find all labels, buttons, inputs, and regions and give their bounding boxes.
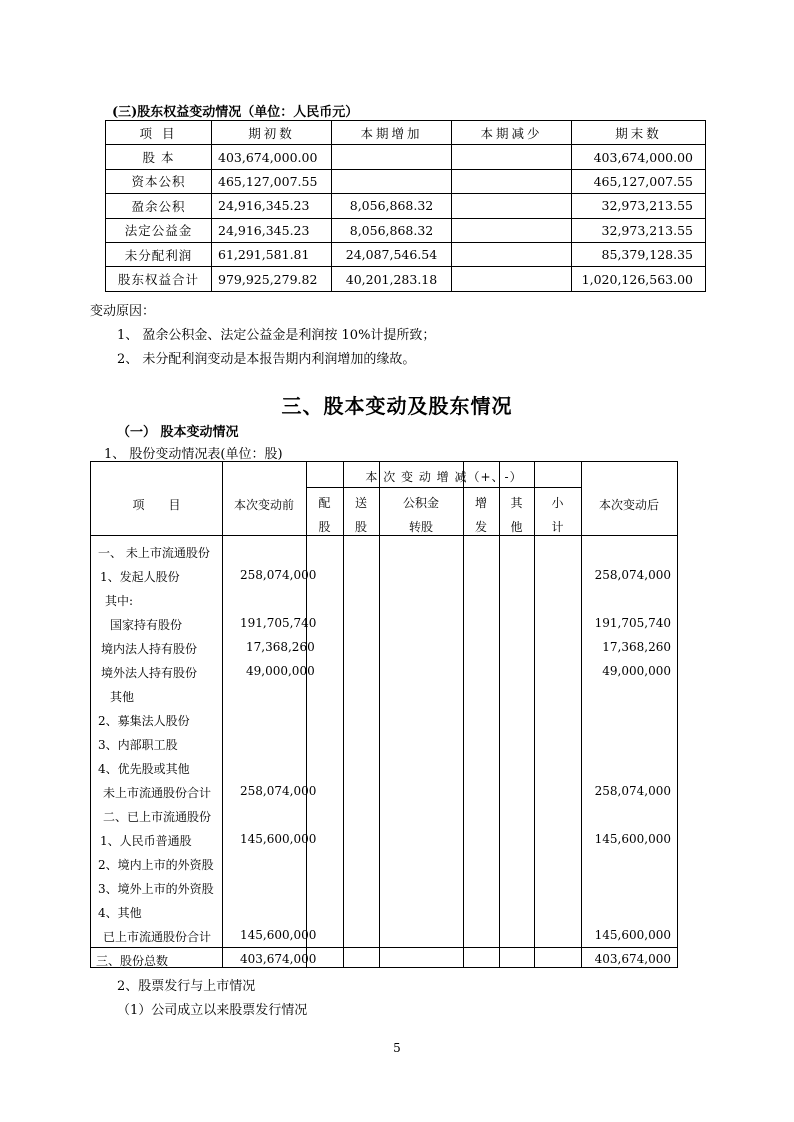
row-before: 17,368,260	[246, 640, 315, 654]
row-item: 股 本	[106, 145, 212, 169]
share-change-table	[90, 461, 678, 968]
row-item: 资本公积	[106, 169, 212, 193]
subcol-zengfa-2: 发	[474, 520, 487, 534]
row-item: 二、已上市流通股份	[103, 810, 212, 824]
row-after: 258,074,000	[594, 568, 671, 582]
row-after: 17,368,260	[602, 640, 671, 654]
row-item: 1、发起人股份	[100, 570, 180, 584]
header-change-group: 本 次 变 动 增 减（+、-）	[365, 470, 523, 484]
subsection-title: （一） 股本变动情况	[117, 425, 239, 440]
header-begin: 期初数	[212, 121, 332, 145]
total-item: 三、股份总数	[96, 954, 169, 968]
chapter-title: 三、股本变动及股东情况	[281, 394, 513, 418]
subcol-qita-1: 其	[510, 496, 523, 510]
row-increase	[332, 169, 452, 193]
subcol-xiaoji-1: 小	[551, 496, 564, 510]
row-increase	[332, 145, 452, 169]
row-item: 境内法人持有股份	[101, 642, 198, 656]
reason-2: 2、 未分配利润变动是本报告期内利润增加的缘故。	[117, 352, 416, 367]
row-before: 258,074,000	[240, 568, 317, 582]
row-begin: 24,916,345.23	[212, 218, 332, 242]
equity-change-table	[105, 120, 706, 292]
row-item: 3、境外上市的外资股	[98, 882, 214, 896]
header-item: 项 目	[106, 121, 212, 145]
subcol-songgu-1: 送	[354, 496, 367, 510]
table-header-row	[106, 121, 706, 145]
row-before: 191,705,740	[240, 616, 317, 630]
row-end: 465,127,007.55	[572, 169, 706, 193]
row-before: 49,000,000	[246, 664, 315, 678]
total-before: 403,674,000	[240, 952, 317, 966]
row-increase: 8,056,868.32	[332, 194, 452, 218]
row-end: 403,674,000.00	[572, 145, 706, 169]
row-item: 境外法人持有股份	[101, 666, 198, 680]
row-after: 258,074,000	[594, 784, 671, 798]
row-item: 未上市流通股份合计	[103, 786, 212, 800]
row-after: 145,600,000	[594, 928, 671, 942]
row-increase: 24,087,546.54	[332, 242, 452, 266]
row-item: 一、 未上市流通股份	[98, 546, 210, 560]
subcol-gongjijin-2: 转股	[408, 520, 433, 534]
row-decrease	[452, 194, 572, 218]
subcol-songgu-2: 股	[354, 520, 367, 534]
subcol-peigu-1: 配	[318, 496, 331, 510]
row-end: 1,020,126,563.00	[572, 267, 706, 291]
header-item: 项 目	[132, 498, 181, 512]
equity-table-caption: (三)股东权益变动情况（单位：人民币元）	[112, 105, 359, 120]
row-item: 4、优先股或其他	[98, 762, 190, 776]
row-after: 191,705,740	[594, 616, 671, 630]
row-decrease	[452, 169, 572, 193]
table-row	[106, 194, 706, 218]
row-after: 145,600,000	[594, 832, 671, 846]
row-begin: 403,674,000.00	[212, 145, 332, 169]
issuance-heading: 2、股票发行与上市情况	[117, 979, 256, 994]
row-item: 1、人民币普通股	[100, 834, 192, 848]
row-begin: 465,127,007.55	[212, 169, 332, 193]
row-item: 盈余公积	[106, 194, 212, 218]
row-before: 145,600,000	[240, 928, 317, 942]
header-increase: 本期增加	[332, 121, 452, 145]
row-item: 2、募集法人股份	[98, 714, 190, 728]
table-row	[106, 267, 706, 291]
row-item: 已上市流通股份合计	[103, 930, 212, 944]
row-item: 4、其他	[98, 906, 142, 920]
row-end: 85,379,128.35	[572, 242, 706, 266]
row-item: 3、内部职工股	[98, 738, 178, 752]
row-after: 49,000,000	[602, 664, 671, 678]
subcol-gongjijin-1: 公积金	[402, 496, 439, 510]
row-decrease	[452, 242, 572, 266]
row-decrease	[452, 218, 572, 242]
header-before: 本次变动前	[233, 498, 294, 512]
reason-1: 1、 盈余公积金、法定公益金是利润按 10%计提所致；	[117, 328, 436, 343]
row-increase: 40,201,283.18	[332, 267, 452, 291]
row-item: 其中:	[105, 594, 134, 608]
row-item: 2、境内上市的外资股	[98, 858, 214, 872]
table-row	[106, 242, 706, 266]
row-decrease	[452, 145, 572, 169]
subcol-xiaoji-2: 计	[551, 520, 564, 534]
row-item: 未分配利润	[106, 242, 212, 266]
row-begin: 979,925,279.82	[212, 267, 332, 291]
subcol-qita-2: 他	[510, 520, 523, 534]
row-increase: 8,056,868.32	[332, 218, 452, 242]
header-end: 期末数	[572, 121, 706, 145]
page-number: 5	[393, 1041, 401, 1055]
row-begin: 61,291,581.81	[212, 242, 332, 266]
row-end: 32,973,213.55	[572, 194, 706, 218]
subcol-zengfa-1: 增	[474, 496, 487, 510]
row-begin: 24,916,345.23	[212, 194, 332, 218]
row-before: 258,074,000	[240, 784, 317, 798]
reason-label: 变动原因：	[90, 304, 156, 319]
row-before: 145,600,000	[240, 832, 317, 846]
row-item: 国家持有股份	[110, 618, 183, 632]
row-item: 股东权益合计	[106, 267, 212, 291]
table-row	[106, 169, 706, 193]
share-table-caption: 1、 股份变动情况表(单位：股)	[104, 447, 283, 462]
total-after: 403,674,000	[594, 952, 671, 966]
header-decrease: 本期减少	[452, 121, 572, 145]
table-row	[106, 145, 706, 169]
row-decrease	[452, 267, 572, 291]
row-end: 32,973,213.55	[572, 218, 706, 242]
table-row	[106, 218, 706, 242]
row-item: 法定公益金	[106, 218, 212, 242]
subcol-peigu-2: 股	[318, 520, 331, 534]
issuance-subheading: （1）公司成立以来股票发行情况	[117, 1003, 308, 1018]
header-after: 本次变动后	[598, 498, 659, 512]
row-item: 其他	[110, 690, 135, 704]
